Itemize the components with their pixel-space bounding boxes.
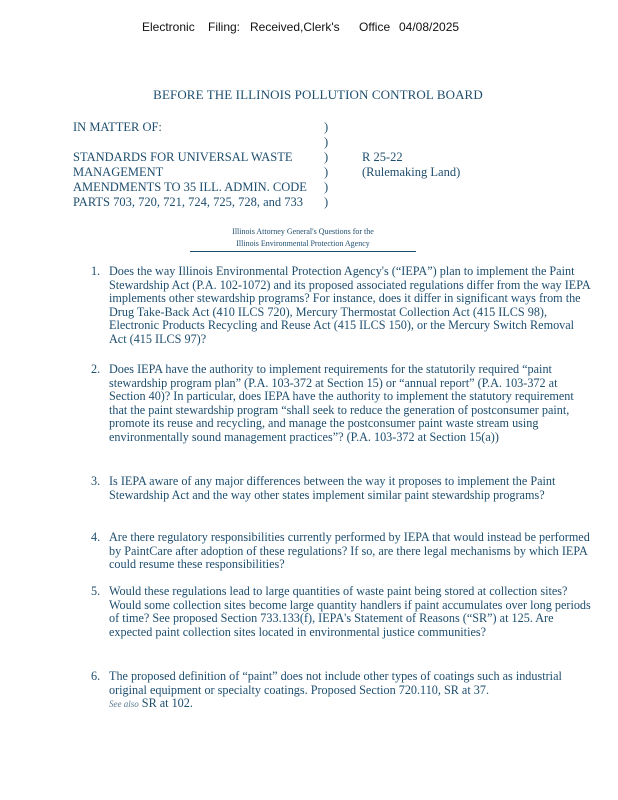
question-text: The proposed definition of “paint” does not include other types of coatings such as industrial original equipment or specialty coatings. Proposed Section 720.110, SR at 37.	[109, 669, 562, 697]
caption-row	[73, 180, 543, 195]
question-text: Does the way Illinois Environmental Protection Agency's (“IEPA”) plan to implement the Paint Stewardship Act (P.A. 102-1072) and its proposed associated regulations differ from the way IEPA implements other stewardship programs? For instance, does it differ in significant ways from the Drug Take-Back Act (410 ILCS 720), Mercury Thermostat Collection Act (415 ILCS 98), Electronic Products Recycling and Reuse Act (415 ILCS 150), or the Mercury Switch Removal Act (415 ILCS 97)?	[109, 264, 590, 346]
question-number: 3.	[91, 474, 101, 488]
header-office: Office	[359, 20, 391, 34]
rulemaking-type: (Rulemaking Land)	[362, 165, 461, 179]
question-text: Is IEPA aware of any major differences between the way it proposes to implement the Paint Stewardship Act and the way other states implement similar paint stewardship programs?	[109, 474, 556, 502]
question-text: Would these regulations lead to large quantities of waste paint being stored at collection sites? Would some collection sites become large quantity handlers if paint accumulates over long periods of time? See proposed Section 733.133(f), IEPA's Statement of Reasons (“SR”) at 125. Are expected paint collection sites located in environmental justice communities?	[109, 584, 591, 639]
caption-paren: )	[324, 195, 329, 209]
question-number: 4.	[91, 530, 101, 544]
caption-row	[73, 150, 543, 165]
caption-row	[73, 195, 543, 210]
caption-paren: )	[324, 120, 329, 134]
caption-left: AMENDMENTS TO 35 ILL. ADMIN. CODE	[73, 180, 307, 194]
header-received: Received,Clerk's	[250, 20, 340, 34]
caption-row	[73, 165, 543, 180]
question-number: 5.	[91, 584, 101, 598]
case-caption	[73, 120, 543, 210]
question-text: Are there regulatory responsibilities currently performed by IEPA that would instead be performed by PaintCare after adoption of these regulations? If so, are there legal mechanisms by which IEPA could resume these responsibilities?	[109, 530, 590, 572]
caption-row	[73, 135, 543, 150]
question-text-block	[109, 670, 593, 712]
subtitle-line-1: Illinois Attorney General's Questions for the	[232, 227, 374, 236]
question-number: 1.	[91, 264, 101, 278]
caption-row	[73, 120, 543, 135]
docket-number: R 25-22	[362, 150, 403, 164]
caption-left: PARTS 703, 720, 721, 724, 725, 728, and 733	[73, 195, 304, 209]
caption-paren: )	[324, 135, 329, 149]
caption-paren: )	[324, 180, 329, 194]
caption-left: STANDARDS FOR UNIVERSAL WASTE	[73, 150, 293, 164]
subtitle-line-2: Illinois Environmental Protection Agency	[236, 239, 370, 248]
question-text: Does IEPA have the authority to implement requirements for the statutorily required “paint stewardship program plan” (P.A. 103-372 at Section 15) or “annual report” (P.A. 103-372 at Section 40)? In particular, does IEPA have the authority to implement the statutory requirement that the paint stewardship program “shall seek to reduce the generation of postconsumer paint, promote its reuse and recycling, and manage the postconsumer paint waste stream using environmentally sound management practices”? (P.A. 103-372 at Section 15(a))	[109, 362, 574, 444]
caption-paren: )	[324, 165, 329, 179]
question-number: 2.	[91, 362, 101, 376]
header-electronic: Electronic	[142, 20, 195, 34]
see-also-reference: SR at 102.	[141, 696, 193, 711]
caption-left: MANAGEMENT	[73, 165, 164, 179]
see-also-signal: See also	[109, 699, 139, 710]
board-title: BEFORE THE ILLINOIS POLLUTION CONTROL BOARD	[153, 87, 483, 102]
document-subtitle	[190, 226, 416, 252]
caption-paren: )	[324, 150, 329, 164]
header-date: 04/08/2025	[399, 20, 460, 34]
question-number: 6.	[91, 669, 101, 683]
caption-left: IN MATTER OF:	[73, 120, 162, 134]
header-filing: Filing:	[208, 20, 241, 34]
